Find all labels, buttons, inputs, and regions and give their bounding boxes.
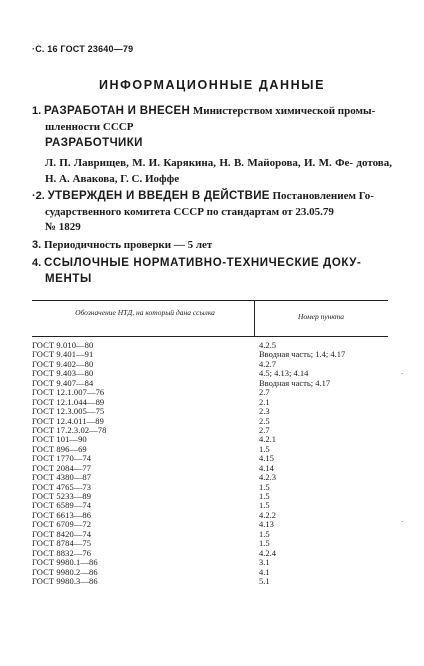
section-3 [32,238,392,254]
section-text: Министерством химической промы- [192,105,376,117]
table-header-clause: Номер пункта [297,312,345,321]
section-text-continued: МЕНТЫ [45,272,92,285]
table-cell-document: ГОСТ 12.4.011—89 [32,415,104,426]
page-title: ИНФОРМАЦИОННЫЕ ДАННЫЕ [98,78,326,92]
table-cell-document: ГОСТ 4380—87 [32,472,92,483]
table-cell-document: ГОСТ 5233—89 [32,491,92,501]
table-cell-clause: 2.7 [259,424,270,435]
table-cell-clause: 2.3 [259,406,270,417]
table-cell-clause: 5.1 [259,575,270,586]
table-cell-clause: 1.5 [259,481,270,492]
table-cell-clause: 4.5; 4.13; 4.14 [259,368,309,379]
section-lead: УТВЕРЖДЕН И ВВЕДЕН В ДЕЙСТВИЕ [47,190,270,202]
table-cell-clause: 1.5 [259,528,270,539]
table-cell-document: ГОСТ 8832—76 [32,547,92,558]
table-cell-clause: 4.2.5 [259,340,276,350]
section-number: 3. [32,239,42,251]
table-cell-clause: 4.14 [259,462,274,473]
table-cell-document: ГОСТ 6709—72 [32,519,92,530]
table-cell-document: ГОСТ 9.010—80 [32,340,94,350]
table-header-rule [32,336,388,337]
developers-heading: РАЗРАБОТЧИКИ [45,137,143,149]
table-cell-clause: 4.2.1 [259,434,276,445]
table-cell-document: ГОСТ 8420—74 [32,528,92,539]
section-number: 1. [32,105,42,117]
table-cell-clause: 1.5 [259,491,270,501]
section-2 [32,189,392,236]
table-cell-document: ГОСТ 12.3.005—75 [32,406,105,417]
section-text: Постановлением Го- [272,190,374,202]
table-cell-document: ГОСТ 12.1.007—76 [32,387,105,398]
table-body [32,341,388,586]
section-text-continued: шленности СССР [45,120,134,133]
table-cell-document: ГОСТ 9.403—80 [32,368,94,379]
table-cell-clause: 3.1 [259,557,270,568]
table-cell-clause: 4.13 [259,519,274,530]
table-cell-document: ГОСТ 8784—75 [32,538,92,549]
table-cell-clause: Вводная часть; 4.17 [259,377,331,388]
section-lead: РАЗРАБОТАН И ВНЕСЕН [43,105,191,117]
table-cell-document: ГОСТ 9980.2—86 [32,566,98,577]
table-cell-clause: 1.5 [259,500,270,511]
section-text-continued: сударственного комитета СССР по стандартам от 23.05.79 [45,205,334,218]
section-1 [32,104,392,135]
table-cell-document: ГОСТ 101—90 [32,434,87,445]
table-cell-document: ГОСТ 4765—73 [32,481,92,492]
table-cell-clause: 4.2.4 [259,547,276,558]
table-cell-document: ГОСТ 12.1.044—89 [32,396,105,407]
margin-mark: . [401,368,404,376]
table-cell-document: ГОСТ 6613—86 [32,509,92,520]
table-cell-document: ГОСТ 9980.1—86 [32,557,98,568]
table-cell-clause: 4.2.2 [259,509,276,520]
developers-names: Л. П. Лаврищев, М. И. Карякина, Н. В. Майорова, И. М. Фе- дотова, Н. А. Авакова, Г. С. Иоффе [45,157,392,185]
table-cell-clause: 1.5 [259,443,270,454]
section-lead: ССЫЛОЧНЫЕ НОРМАТИВНО-ТЕХНИЧЕСКИЕ ДОКУ- [43,257,362,269]
table-cell-clause: 2.1 [259,396,270,407]
table-header-document: Обозначение НТД, на который дана ссылка [75,308,215,317]
table-cell-clause: 2.5 [259,415,270,426]
table-cell-document: ГОСТ 17.2.3.02—78 [32,424,107,435]
table-cell-document: ГОСТ 6589—74 [32,500,92,511]
table-cell-document: ГОСТ 9.407—84 [32,377,94,388]
section-4 [32,256,392,287]
table-cell-clause: 4.15 [259,453,274,464]
table-cell-document: ГОСТ 1770—74 [32,453,92,464]
table-top-rule [32,300,388,301]
section-number: ·2. [32,190,45,202]
table-cell-document: ГОСТ 896—69 [32,443,87,454]
table-cell-clause: Вводная часть; 1.4; 4.17 [259,349,346,360]
table-cell-clause: 2.7 [259,387,270,398]
section-number: 4. [32,257,42,269]
table-cell-document: ГОСТ 9.401—91 [32,349,94,360]
margin-mark: . [401,516,404,524]
table-cell-clause: 4.2.7 [259,358,276,369]
section-text-continued: № 1829 [45,221,81,233]
table-cell-document: ГОСТ 9.402—80 [32,358,94,369]
table-cell-clause: 1.5 [259,538,270,549]
table-cell-document: ГОСТ 2084—77 [32,462,92,473]
section-text: Периодичность проверки — 5 лет [43,239,213,251]
table-cell-clause: 4.1 [259,566,270,577]
table-cell-clause: 4.2.3 [259,472,276,483]
table-row [32,577,388,586]
running-header: ·С. 16 ГОСТ 23640—79 [32,44,134,54]
table-cell-document: ГОСТ 9980.3—86 [32,575,98,586]
